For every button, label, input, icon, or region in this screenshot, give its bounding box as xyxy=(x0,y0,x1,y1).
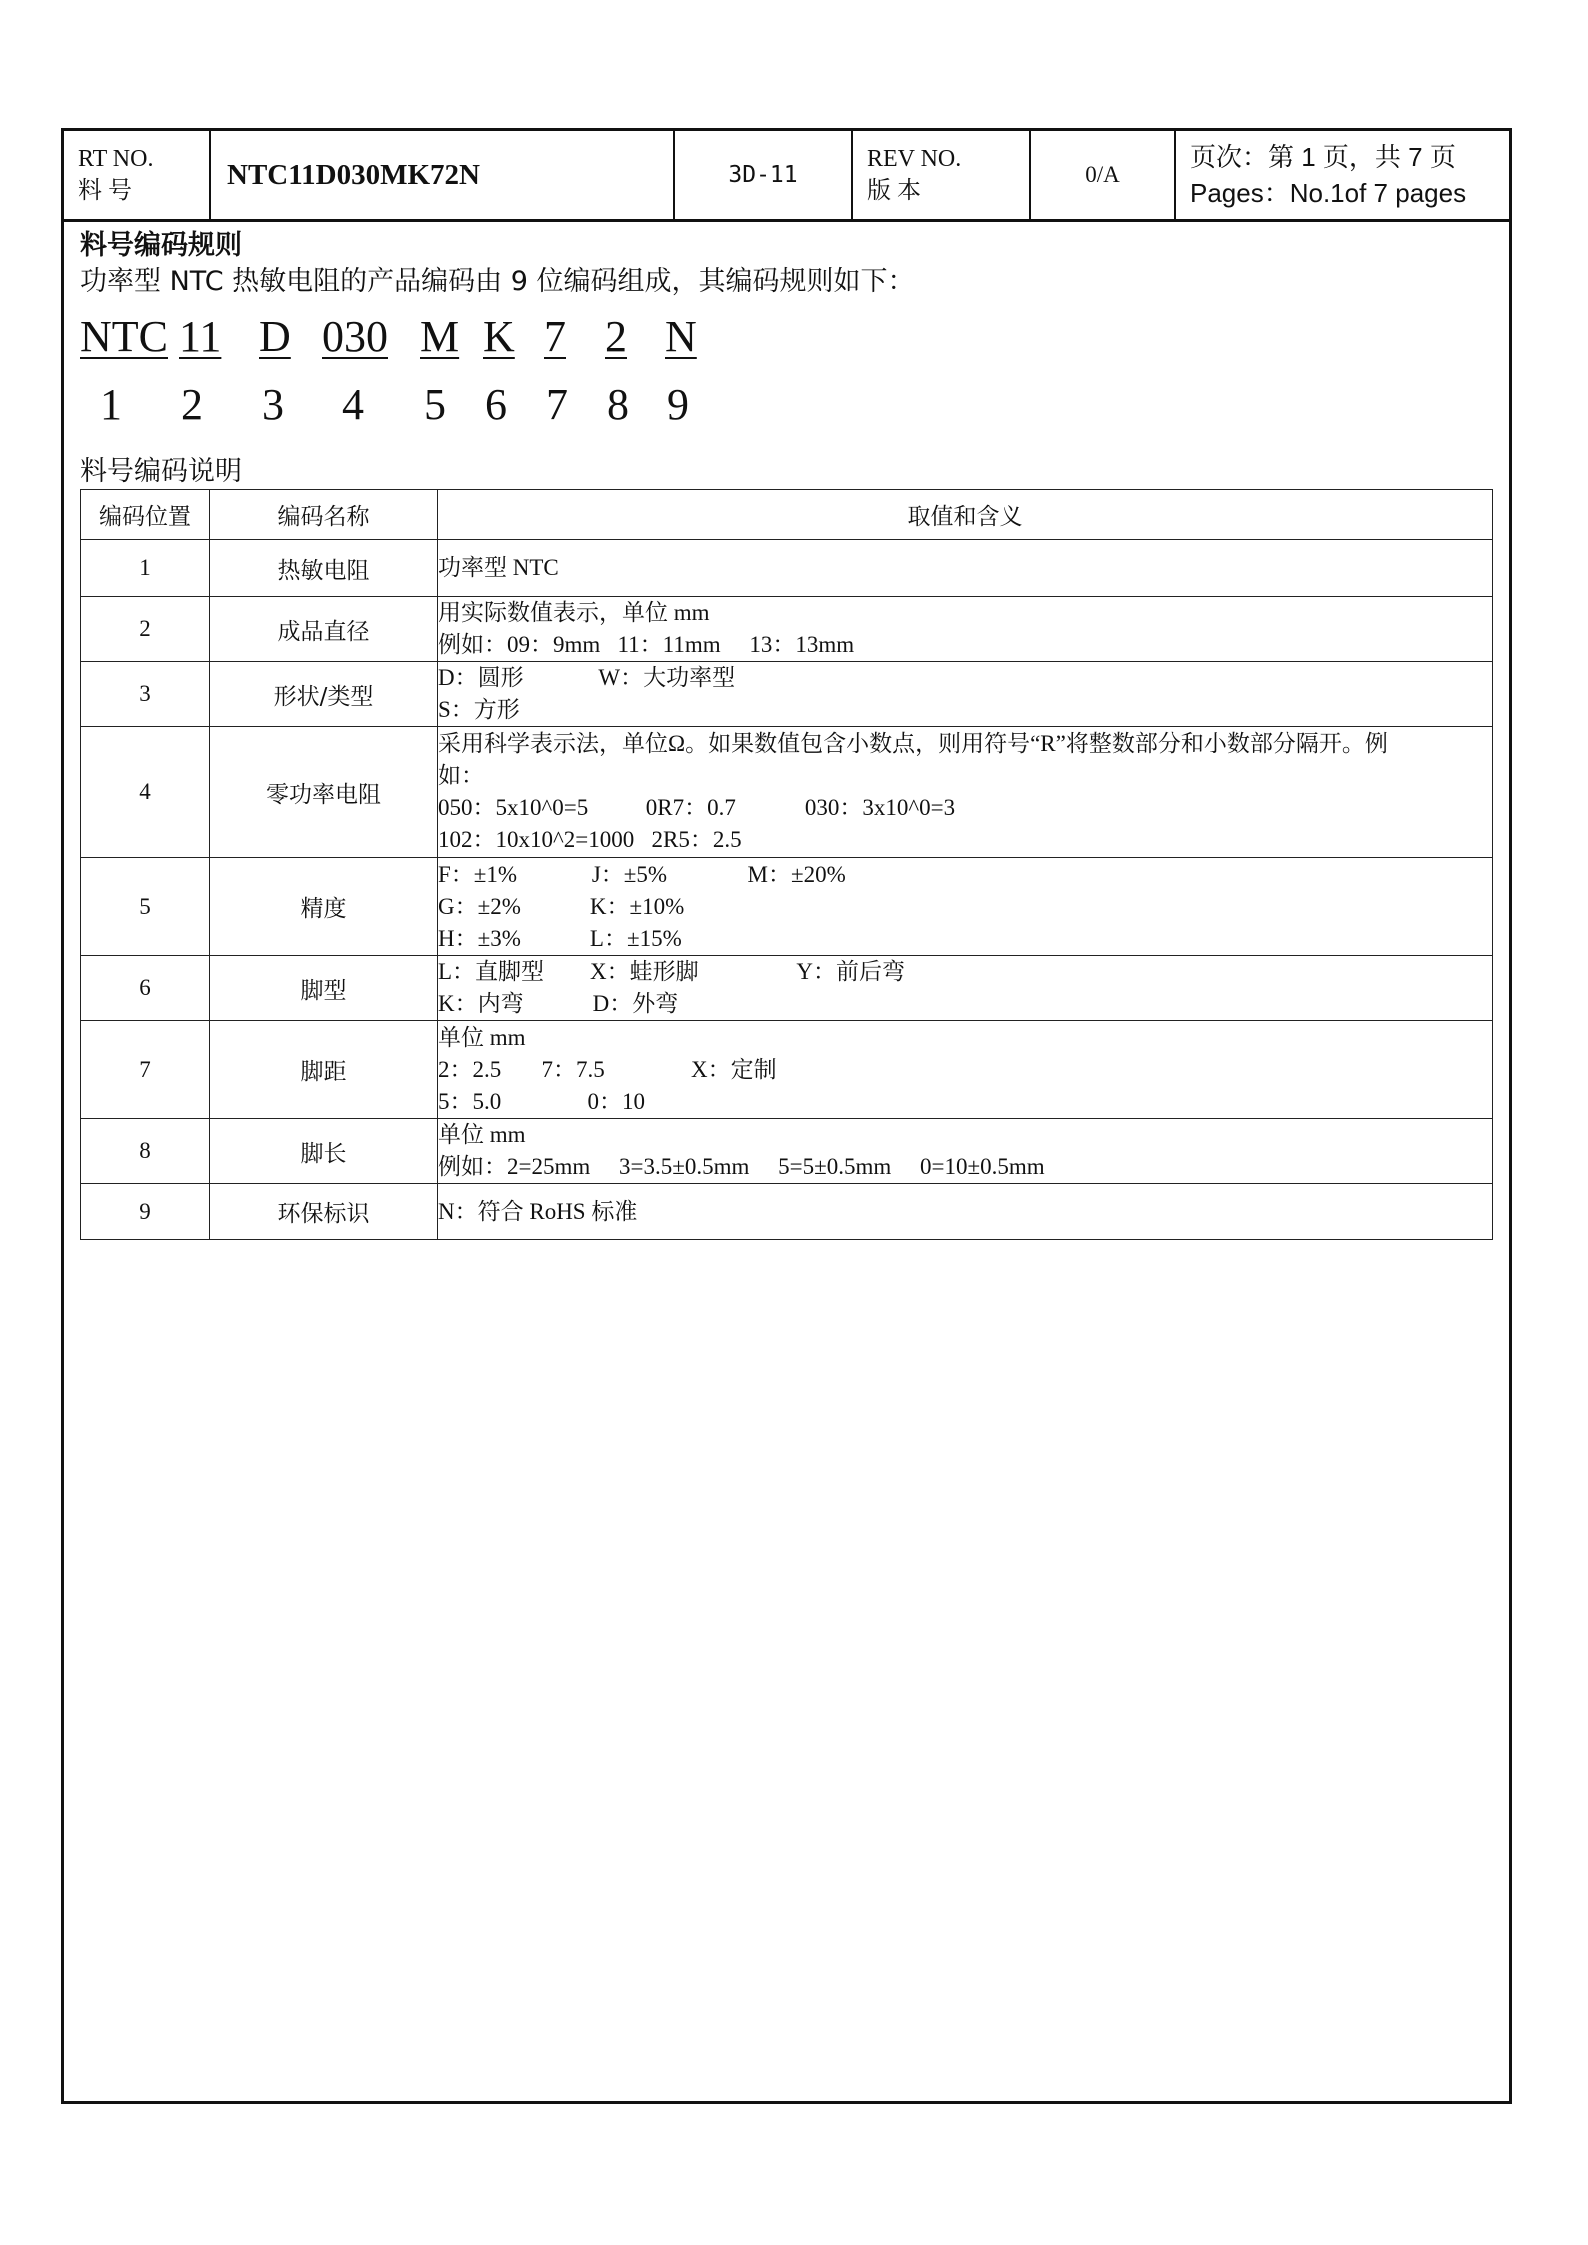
rt-no-label-cn: 料 号 xyxy=(78,178,132,204)
code-meaning-cell xyxy=(438,1119,1493,1184)
code-position-cell: 2 xyxy=(81,597,210,662)
code-segment: 2 xyxy=(605,312,627,361)
column-header: 取值和含义 xyxy=(438,490,1493,540)
code-segment: K xyxy=(483,312,515,361)
code-position-cell: 9 xyxy=(81,1184,210,1240)
pages-en: Pages：No.1of 7 pages xyxy=(1190,178,1467,208)
revision-cell xyxy=(1031,131,1176,219)
meaning-line: 单位 mm xyxy=(438,1122,526,1147)
revision: 0/A xyxy=(1085,162,1120,187)
code-position: 6 xyxy=(485,380,507,429)
code-position: 8 xyxy=(607,380,629,429)
code-meaning-cell xyxy=(438,1021,1493,1119)
table-row xyxy=(81,1119,1493,1184)
code-segment: N xyxy=(665,312,697,361)
code-segment: D xyxy=(259,312,291,361)
meaning-line: 5：5.0 0：10 xyxy=(438,1088,645,1114)
code-position: 3 xyxy=(262,380,284,429)
meaning-line: G：±2% K：±10% xyxy=(438,893,685,919)
part-number-cell xyxy=(211,131,675,219)
code-position-cell: 6 xyxy=(81,956,210,1021)
code-position-cell: 5 xyxy=(81,858,210,956)
code-position: 7 xyxy=(546,380,568,429)
meaning-line: K：内弯 D：外弯 xyxy=(438,991,679,1016)
document-header xyxy=(64,131,1509,222)
code-position: 9 xyxy=(667,380,689,429)
meaning-line: S：方形 xyxy=(438,697,520,722)
code-segment: NTC xyxy=(80,312,168,361)
meaning-line: 用实际数值表示，单位 mm xyxy=(438,600,710,625)
code-meaning-cell xyxy=(438,956,1493,1021)
code-name-cell: 脚长 xyxy=(210,1119,438,1184)
code-position-cell: 3 xyxy=(81,662,210,727)
table-row xyxy=(81,1184,1493,1240)
table-row xyxy=(81,662,1493,727)
meaning-line: 例如：2=25mm 3=3.5±0.5mm 5=5±0.5mm 0=10±0.5mm xyxy=(438,1154,1045,1179)
pages-cn: 页次：第 1 页，共 7 页 xyxy=(1190,142,1456,172)
meaning-line: 例如：09：9mm 11：11mm 13：13mm xyxy=(438,632,855,657)
code-name-cell: 脚距 xyxy=(210,1021,438,1119)
rt-no-label-en: RT NO. xyxy=(78,146,154,172)
meaning-line: 功率型 NTC xyxy=(438,555,559,580)
meaning-line: 102：10x10^2=1000 2R5：2.5 xyxy=(438,827,742,852)
code-position-cell: 7 xyxy=(81,1021,210,1119)
rules-title: 料号编码规则 xyxy=(80,230,242,261)
code-name-cell: 形状/类型 xyxy=(210,662,438,727)
meaning-line: 050：5x10^0=5 0R7：0.7 030：3x10^0=3 xyxy=(438,795,956,820)
meaning-line: 2：2.5 7：7.5 X：定制 xyxy=(438,1056,777,1082)
code-name-cell: 精度 xyxy=(210,858,438,956)
code-position-cell: 8 xyxy=(81,1119,210,1184)
rules-intro: 功率型 NTC 热敏电阻的产品编码由 9 位编码组成，其编码规则如下： xyxy=(80,266,915,297)
code-name-cell: 环保标识 xyxy=(210,1184,438,1240)
code-meaning-cell xyxy=(438,1184,1493,1240)
table-row xyxy=(81,956,1493,1021)
meaning-line: 单位 mm xyxy=(438,1024,526,1050)
code-segment: 11 xyxy=(179,312,222,361)
code-name-cell: 零功率电阻 xyxy=(210,727,438,858)
code-meaning-cell xyxy=(438,727,1493,858)
meaning-line: H：±3% L：±15% xyxy=(438,925,682,951)
code-position: 2 xyxy=(181,380,203,429)
column-header: 编码名称 xyxy=(210,490,438,540)
code-meaning-cell xyxy=(438,662,1493,727)
explain-title: 料号编码说明 xyxy=(80,456,242,487)
table-row xyxy=(81,727,1493,858)
code-meaning-cell xyxy=(438,597,1493,662)
rev-no-label-cn: 版 本 xyxy=(867,178,921,204)
code-name-cell: 热敏电阻 xyxy=(210,540,438,597)
code-position-cell: 4 xyxy=(81,727,210,858)
code-segment: 030 xyxy=(322,312,388,361)
table-row xyxy=(81,1021,1493,1119)
meaning-line: 如： xyxy=(438,763,484,788)
rev-label-cell xyxy=(853,131,1031,219)
meaning-line: F：±1% J：±5% M：±20% xyxy=(438,861,846,887)
table-row xyxy=(81,858,1493,956)
meaning-line: L：直脚型 X：蛙形脚 Y：前后弯 xyxy=(438,959,906,984)
pages-cell xyxy=(1176,131,1509,219)
rev-no-label-en: REV NO. xyxy=(867,146,962,172)
meaning-line: 采用科学表示法，单位Ω。如果数值包含小数点，则用符号“R”将整数部分和小数部分隔开。例 xyxy=(438,731,1388,756)
column-header: 编码位置 xyxy=(81,490,210,540)
code-meaning-cell xyxy=(438,858,1493,956)
rt-no-label-cell xyxy=(64,131,211,219)
code-meaning-cell xyxy=(438,540,1493,597)
code-segment: M xyxy=(420,312,460,361)
code-explanation-table xyxy=(80,489,1493,1240)
doc-code-cell xyxy=(675,131,853,219)
part-number: NTC11D030MK72N xyxy=(227,158,480,191)
table-header-row xyxy=(81,490,1493,540)
table-body xyxy=(81,540,1493,1240)
code-position-cell: 1 xyxy=(81,540,210,597)
meaning-line: D：圆形 W：大功率型 xyxy=(438,665,736,690)
code-position: 5 xyxy=(424,380,446,429)
doc-code: 3D-11 xyxy=(728,162,798,188)
code-position: 1 xyxy=(100,380,122,429)
code-segment: 7 xyxy=(544,312,566,361)
document-frame xyxy=(61,128,1512,2104)
code-name-cell: 成品直径 xyxy=(210,597,438,662)
code-position: 4 xyxy=(342,380,364,429)
table-row xyxy=(81,597,1493,662)
meaning-line: N：符合 RoHS 标准 xyxy=(438,1198,638,1224)
table-row xyxy=(81,540,1493,597)
code-name-cell: 脚型 xyxy=(210,956,438,1021)
